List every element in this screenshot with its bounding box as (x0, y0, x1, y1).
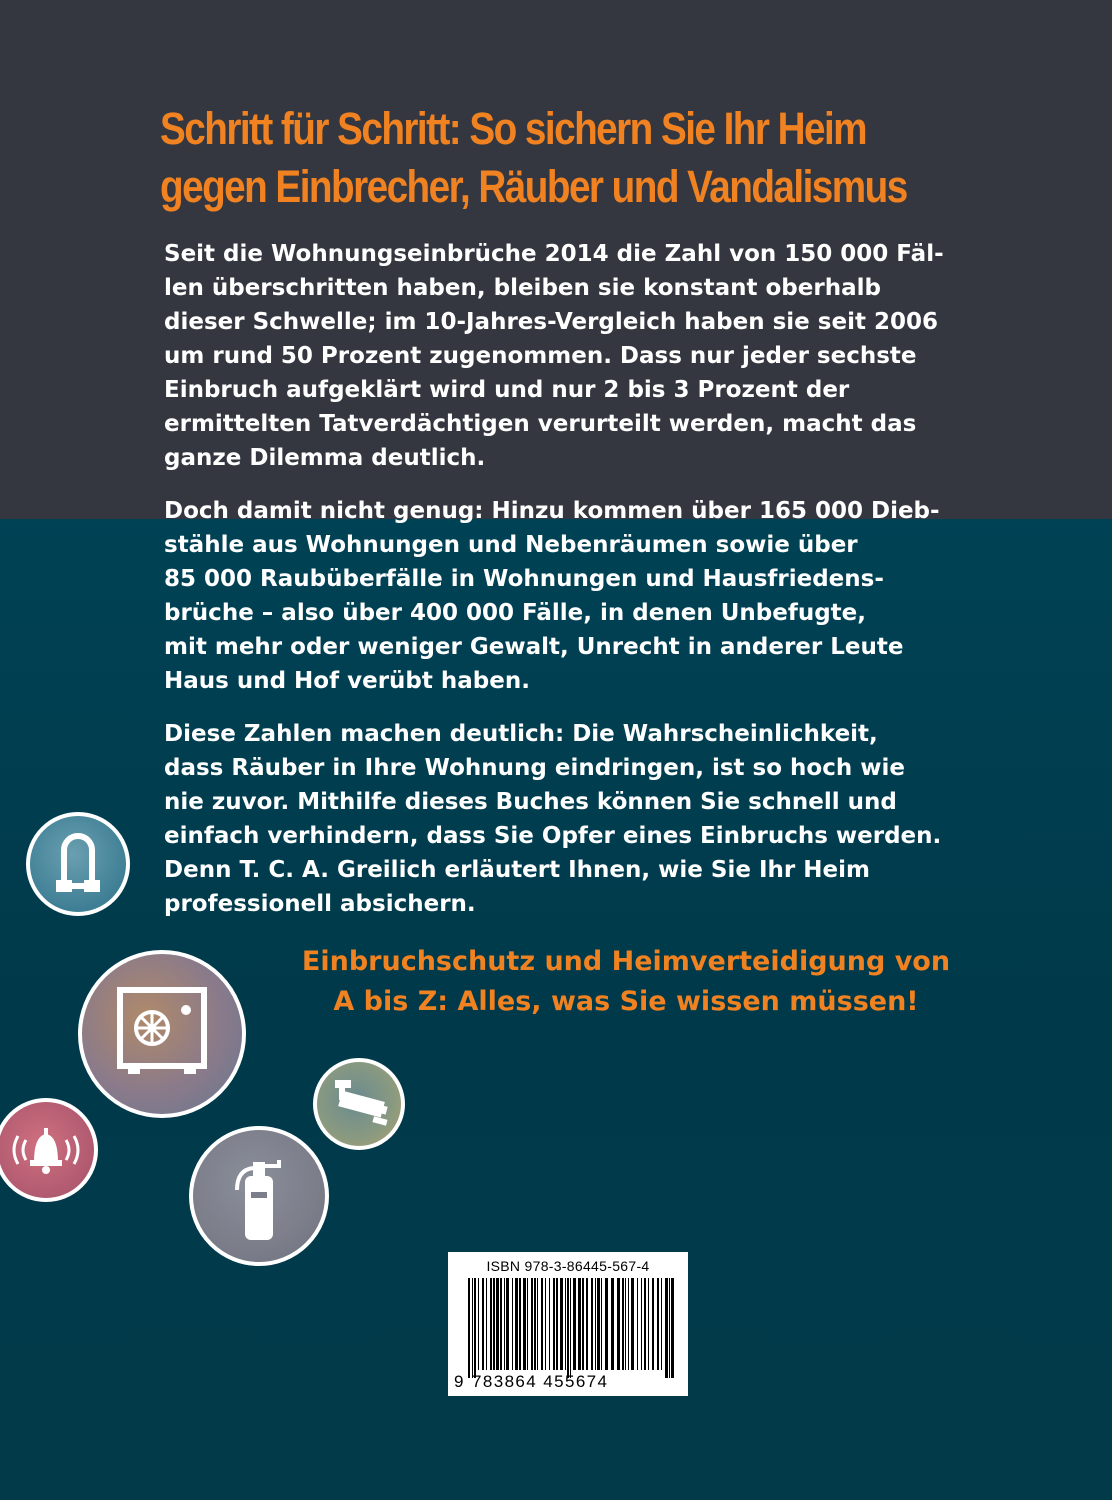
barcode-bar (573, 1278, 576, 1370)
tagline (266, 942, 986, 1022)
paragraph-line: 85 000 Raubüberfälle in Wohnungen und Hausfriedens- (164, 566, 884, 592)
barcode-bar (478, 1278, 479, 1370)
headline (160, 100, 934, 216)
barcode-bar (617, 1278, 620, 1370)
barcode-bar (586, 1278, 588, 1370)
barcode-bar (519, 1278, 521, 1370)
barcode-bar (553, 1278, 555, 1370)
barcode-bar (595, 1278, 596, 1370)
barcode-bar (665, 1278, 668, 1378)
paragraph-line: stähle aus Wohnungen und Nebenräumen sowie über (164, 532, 858, 558)
barcode-bar (560, 1278, 563, 1370)
barcode-bar (570, 1278, 571, 1378)
barcode-bar (601, 1278, 602, 1370)
barcode-bar (472, 1278, 473, 1378)
isbn-label: ISBN 978-3-86445-567-4 (486, 1258, 650, 1274)
barcode-bar (644, 1278, 646, 1370)
safe-icon (78, 950, 246, 1118)
barcode-bar (657, 1278, 659, 1370)
barcode-bar (534, 1278, 536, 1370)
paragraph-statistics (164, 237, 984, 475)
barcode-first-digit: 9 (454, 1372, 465, 1391)
barcode-bar (567, 1278, 569, 1378)
paragraph-line: Doch damit nicht genug: Hinzu kommen über 165 000 Dieb- (164, 498, 940, 524)
barcode-bar (490, 1278, 492, 1370)
barcode-bar (625, 1278, 626, 1370)
paragraph-line: um rund 50 Prozent zugenommen. Dass nur jeder sechste (164, 343, 917, 369)
paragraph-additional-cases (164, 494, 984, 698)
barcode-bar (661, 1278, 662, 1370)
barcode-bar (506, 1278, 509, 1370)
barcode-bar (671, 1278, 674, 1378)
barcode-remaining-digits: 783864 455674 (472, 1372, 609, 1391)
barcode-bar (605, 1278, 608, 1370)
alarm-bell-icon (0, 1098, 98, 1202)
barcode-bar (565, 1278, 566, 1370)
barcode-bar (591, 1278, 593, 1370)
barcode-bar (486, 1278, 487, 1370)
paragraph-line: Denn T. C. A. Greilich erläutert Ihnen, wie Sie Ihr Heim (164, 857, 870, 883)
paragraph-line: ganze Dilemma deutlich. (164, 445, 486, 471)
barcode-bar (515, 1278, 518, 1370)
barcode-bar (597, 1278, 600, 1370)
paragraph-line: Seit die Wohnungseinbrüche 2014 die Zahl von 150 000 Fäl- (164, 241, 944, 267)
padlock-icon (26, 812, 130, 916)
barcode-bar (531, 1278, 533, 1370)
barcode-bar (527, 1278, 528, 1370)
barcode-bar (468, 1278, 470, 1378)
barcode-bar (496, 1278, 499, 1370)
paragraph-line: Haus und Hof verübt haben. (164, 668, 530, 694)
barcode-bar (669, 1278, 670, 1378)
paragraph-line: dieser Schwelle; im 10-Jahres-Vergleich haben sie seit 2006 (164, 309, 938, 335)
barcode-bar (504, 1278, 505, 1370)
paragraph-line: ermittelten Tatverdächtigen verurteilt werden, macht das (164, 411, 917, 437)
fire-extinguisher-icon (189, 1126, 329, 1266)
barcode-bar (541, 1278, 543, 1370)
barcode-bar (500, 1278, 502, 1370)
barcode-bar (641, 1278, 642, 1370)
barcode-bar (545, 1278, 546, 1370)
barcode-bar (556, 1278, 558, 1370)
barcode-bar (582, 1278, 584, 1370)
barcode-bar (493, 1278, 495, 1370)
barcode-bar (549, 1278, 550, 1370)
barcode-bar (611, 1278, 614, 1370)
barcode-bar (537, 1278, 538, 1370)
barcode-bar (622, 1278, 624, 1370)
tagline-line-1: Einbruchschutz und Heimverteidigung von (301, 946, 951, 977)
tagline-line-2: A bis Z: Alles, was Sie wissen müssen! (333, 986, 919, 1017)
paragraph-book-pitch (164, 717, 984, 921)
barcode-bar (523, 1278, 526, 1370)
barcode-bar (628, 1278, 629, 1370)
barcode-bar (652, 1278, 654, 1370)
barcode-bar (512, 1278, 513, 1370)
headline-line-1: Schritt für Schritt: So sichern Sie Ihr Heim (160, 103, 867, 154)
headline-line-2: gegen Einbrecher, Räuber und Vandalismus (160, 161, 907, 212)
paragraph-line: mit mehr oder weniger Gewalt, Unrecht in anderer Leute (164, 634, 904, 660)
paragraph-line: brüche – also über 400 000 Fälle, in denen Unbefugte, (164, 600, 866, 626)
paragraph-line: professionell absichern. (164, 891, 476, 917)
barcode-bar (637, 1278, 638, 1370)
isbn-barcode (448, 1252, 688, 1396)
paragraph-line: len überschritten haben, bleiben sie konstant oberhalb (164, 275, 881, 301)
barcode-bar (482, 1278, 484, 1370)
barcode-bar (578, 1278, 581, 1370)
paragraph-line: dass Räuber in Ihre Wohnung eindringen, ist so hoch wie (164, 755, 905, 781)
paragraph-line: Diese Zahlen machen deutlich: Die Wahrscheinlichkeit, (164, 721, 878, 747)
paragraph-line: Einbruch aufgeklärt wird und nur 2 bis 3 Prozent der (164, 377, 850, 403)
paragraph-line: einfach verhindern, dass Sie Opfer eines Einbruchs werden. (164, 823, 942, 849)
paragraph-line: nie zuvor. Mithilfe dieses Buches können Sie schnell und (164, 789, 897, 815)
barcode-bar (631, 1278, 634, 1370)
security-camera-icon (313, 1058, 405, 1150)
barcode-bar (648, 1278, 649, 1370)
barcode-bar (474, 1278, 476, 1378)
